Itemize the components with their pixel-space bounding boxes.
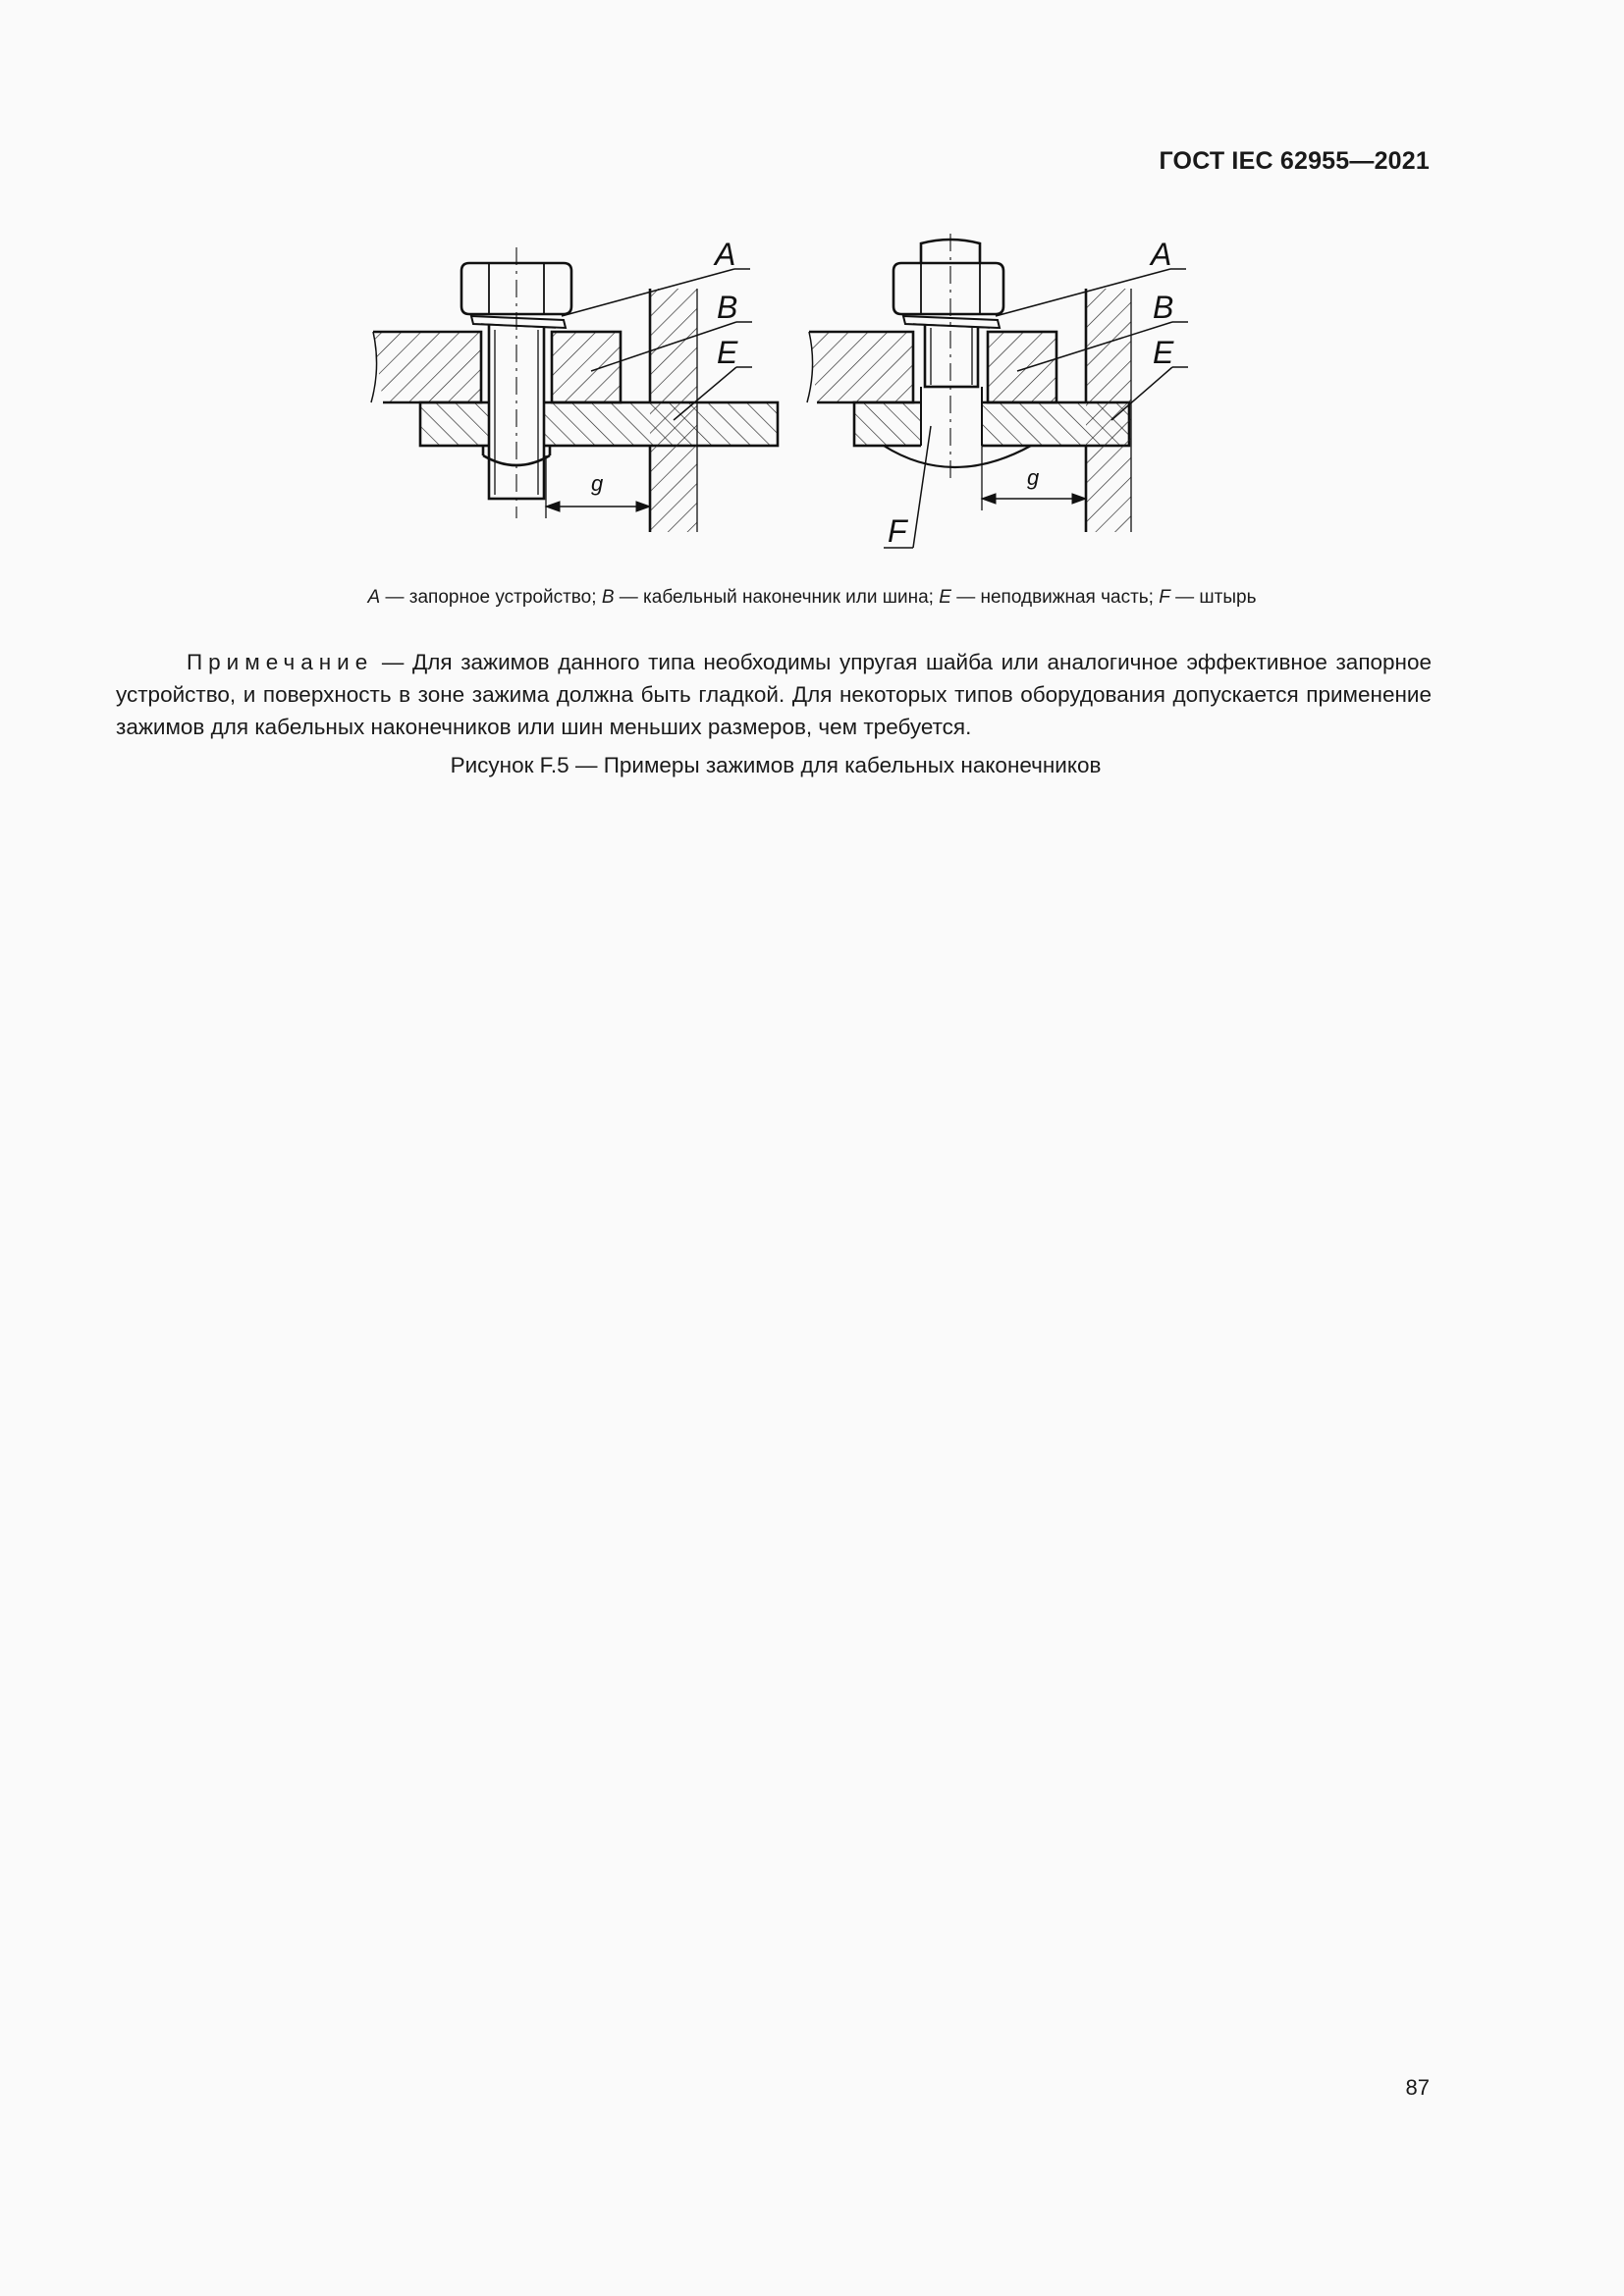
label-g-left: g (591, 471, 604, 496)
page-number: 87 (1405, 2075, 1430, 2100)
label-a-right: A (1151, 237, 1172, 272)
note-prefix: Примечание (187, 650, 374, 674)
label-e-right: E (1153, 335, 1174, 370)
legend-key: A (367, 587, 381, 608)
legend-text: — кабельный наконечник или шина; (614, 587, 940, 608)
standard-code: ГОСТ IEC 62955—2021 (1159, 147, 1430, 175)
legend-text: — штырь (1169, 587, 1257, 608)
figure-note (116, 646, 1432, 743)
legend-text: — неподвижная часть; (950, 587, 1160, 608)
label-f: F (888, 513, 907, 549)
legend-key: E (939, 587, 951, 608)
label-b-left: B (717, 290, 738, 325)
figure-legend (0, 587, 1624, 609)
legend-key: F (1159, 587, 1170, 608)
label-a-left: A (715, 237, 736, 272)
note-text: — Для зажимов данного типа необходимы упругая шайба или аналогичное эффективное запорное устройство, и поверхность в зоне зажима должна быть гладкой. Для некоторых типов оборудования допускается применение зажимов для кабельных наконечников или шин меньших размеров, чем требуется. (116, 650, 1432, 739)
label-g-right: g (1027, 465, 1040, 490)
legend-key: B (601, 587, 615, 608)
label-b-right: B (1153, 290, 1174, 325)
clamp-drawings (363, 234, 1198, 558)
label-e-left: E (717, 335, 738, 370)
legend-text: — запорное устройство; (380, 587, 602, 608)
figure-caption: Рисунок F.5 — Примеры зажимов для кабельных наконечников (450, 753, 1102, 777)
stud-clamp-drawing (807, 234, 1188, 548)
